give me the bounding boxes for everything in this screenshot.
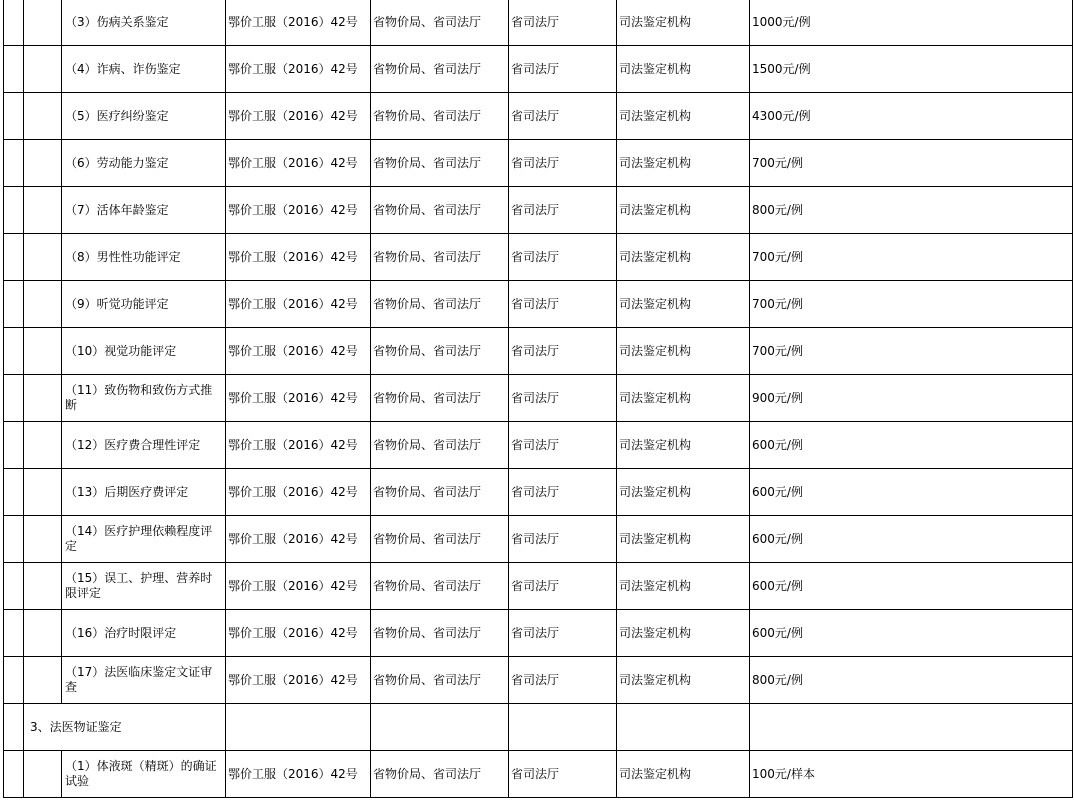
price-cell: 100元/样本 <box>750 751 1073 798</box>
item-cell: （8）男性性功能评定 <box>62 234 226 281</box>
unit-cell: 司法鉴定机构 <box>617 234 750 281</box>
pricing-dept-cell: 省物价局、省司法厅 <box>371 46 509 93</box>
authority-cell: 省司法厅 <box>509 281 617 328</box>
price-cell: 700元/例 <box>750 140 1073 187</box>
table-row <box>4 140 1073 187</box>
authority-cell: 省司法厅 <box>509 0 617 46</box>
category-row <box>4 704 1073 751</box>
authority-cell: 省司法厅 <box>509 328 617 375</box>
table-row <box>4 187 1073 234</box>
table-cell <box>4 704 24 751</box>
unit-cell: 司法鉴定机构 <box>617 187 750 234</box>
authority-cell: 省司法厅 <box>509 422 617 469</box>
price-cell: 4300元/例 <box>750 93 1073 140</box>
basis-cell: 鄂价工服（2016）42号 <box>226 751 371 798</box>
basis-cell: 鄂价工服（2016）42号 <box>226 563 371 610</box>
price-cell: 600元/例 <box>750 563 1073 610</box>
item-cell: （7）活体年龄鉴定 <box>62 187 226 234</box>
table-cell <box>24 0 62 46</box>
price-cell: 700元/例 <box>750 234 1073 281</box>
unit-cell: 司法鉴定机构 <box>617 563 750 610</box>
authority-cell: 省司法厅 <box>509 187 617 234</box>
table-cell <box>24 140 62 187</box>
table-cell <box>24 422 62 469</box>
item-cell: （5）医疗纠纷鉴定 <box>62 93 226 140</box>
item-cell: （6）劳动能力鉴定 <box>62 140 226 187</box>
table-cell <box>24 281 62 328</box>
table-row <box>4 516 1073 563</box>
authority-cell: 省司法厅 <box>509 516 617 563</box>
table-row <box>4 93 1073 140</box>
pricing-dept-cell: 省物价局、省司法厅 <box>371 234 509 281</box>
table-row <box>4 375 1073 422</box>
item-cell: （4）诈病、诈伤鉴定 <box>62 46 226 93</box>
unit-cell: 司法鉴定机构 <box>617 422 750 469</box>
authority-cell: 省司法厅 <box>509 375 617 422</box>
pricing-dept-cell: 省物价局、省司法厅 <box>371 469 509 516</box>
basis-cell: 鄂价工服（2016）42号 <box>226 234 371 281</box>
basis-cell: 鄂价工服（2016）42号 <box>226 375 371 422</box>
table-body <box>4 0 1073 798</box>
pricing-dept-cell: 省物价局、省司法厅 <box>371 0 509 46</box>
table-row <box>4 234 1073 281</box>
pricing-dept-cell: 省物价局、省司法厅 <box>371 375 509 422</box>
unit-cell: 司法鉴定机构 <box>617 751 750 798</box>
basis-cell: 鄂价工服（2016）42号 <box>226 187 371 234</box>
table-cell <box>24 563 62 610</box>
basis-cell: 鄂价工服（2016）42号 <box>226 469 371 516</box>
table-row <box>4 751 1073 798</box>
price-cell: 700元/例 <box>750 281 1073 328</box>
authority-cell: 省司法厅 <box>509 93 617 140</box>
table-cell <box>617 704 750 751</box>
pricing-dept-cell: 省物价局、省司法厅 <box>371 610 509 657</box>
table-cell <box>4 657 24 704</box>
authority-cell: 省司法厅 <box>509 234 617 281</box>
table-cell <box>509 704 617 751</box>
table-cell <box>4 422 24 469</box>
item-cell: （9）听觉功能评定 <box>62 281 226 328</box>
table-cell <box>4 0 24 46</box>
pricing-dept-cell: 省物价局、省司法厅 <box>371 516 509 563</box>
price-cell: 800元/例 <box>750 657 1073 704</box>
basis-cell: 鄂价工服（2016）42号 <box>226 422 371 469</box>
pricing-dept-cell: 省物价局、省司法厅 <box>371 281 509 328</box>
authority-cell: 省司法厅 <box>509 751 617 798</box>
table-row <box>4 610 1073 657</box>
table-cell <box>24 93 62 140</box>
table-cell <box>24 187 62 234</box>
table-cell <box>4 469 24 516</box>
authority-cell: 省司法厅 <box>509 657 617 704</box>
table-row <box>4 469 1073 516</box>
table-cell <box>4 751 24 798</box>
table-cell <box>24 657 62 704</box>
table-cell <box>4 93 24 140</box>
table-cell <box>24 375 62 422</box>
table-cell <box>4 46 24 93</box>
unit-cell: 司法鉴定机构 <box>617 516 750 563</box>
price-cell: 600元/例 <box>750 516 1073 563</box>
table-row <box>4 422 1073 469</box>
authority-cell: 省司法厅 <box>509 610 617 657</box>
price-cell: 700元/例 <box>750 328 1073 375</box>
item-cell: （14）医疗护理依赖程度评定 <box>62 516 226 563</box>
table-cell <box>4 187 24 234</box>
table-cell <box>4 610 24 657</box>
table-cell <box>226 704 371 751</box>
item-cell: （15）误工、护理、营养时限评定 <box>62 563 226 610</box>
pricing-dept-cell: 省物价局、省司法厅 <box>371 328 509 375</box>
table-cell <box>4 234 24 281</box>
basis-cell: 鄂价工服（2016）42号 <box>226 46 371 93</box>
table-cell <box>24 234 62 281</box>
unit-cell: 司法鉴定机构 <box>617 46 750 93</box>
item-cell: （10）视觉功能评定 <box>62 328 226 375</box>
unit-cell: 司法鉴定机构 <box>617 93 750 140</box>
price-cell: 600元/例 <box>750 422 1073 469</box>
item-cell: （17）法医临床鉴定文证审查 <box>62 657 226 704</box>
table-row <box>4 563 1073 610</box>
pricing-dept-cell: 省物价局、省司法厅 <box>371 657 509 704</box>
unit-cell: 司法鉴定机构 <box>617 657 750 704</box>
authority-cell: 省司法厅 <box>509 46 617 93</box>
unit-cell: 司法鉴定机构 <box>617 0 750 46</box>
table-cell <box>24 469 62 516</box>
authority-cell: 省司法厅 <box>509 563 617 610</box>
table-row <box>4 281 1073 328</box>
pricing-dept-cell: 省物价局、省司法厅 <box>371 563 509 610</box>
pricing-dept-cell: 省物价局、省司法厅 <box>371 187 509 234</box>
price-cell: 900元/例 <box>750 375 1073 422</box>
table-cell <box>4 328 24 375</box>
table-cell <box>371 704 509 751</box>
item-cell: （13）后期医疗费评定 <box>62 469 226 516</box>
table-cell <box>24 46 62 93</box>
price-cell: 600元/例 <box>750 610 1073 657</box>
table-cell <box>4 563 24 610</box>
unit-cell: 司法鉴定机构 <box>617 610 750 657</box>
table-row <box>4 328 1073 375</box>
basis-cell: 鄂价工服（2016）42号 <box>226 140 371 187</box>
item-cell: （12）医疗费合理性评定 <box>62 422 226 469</box>
fee-table <box>3 0 1073 798</box>
table-row <box>4 657 1073 704</box>
category-label: 3、法医物证鉴定 <box>24 704 226 751</box>
table-cell <box>4 516 24 563</box>
table-cell <box>24 328 62 375</box>
unit-cell: 司法鉴定机构 <box>617 281 750 328</box>
unit-cell: 司法鉴定机构 <box>617 140 750 187</box>
basis-cell: 鄂价工服（2016）42号 <box>226 516 371 563</box>
price-cell: 1500元/例 <box>750 46 1073 93</box>
unit-cell: 司法鉴定机构 <box>617 469 750 516</box>
pricing-dept-cell: 省物价局、省司法厅 <box>371 140 509 187</box>
pricing-dept-cell: 省物价局、省司法厅 <box>371 751 509 798</box>
unit-cell: 司法鉴定机构 <box>617 375 750 422</box>
table-cell <box>750 704 1073 751</box>
authority-cell: 省司法厅 <box>509 469 617 516</box>
basis-cell: 鄂价工服（2016）42号 <box>226 93 371 140</box>
table-cell <box>24 516 62 563</box>
basis-cell: 鄂价工服（2016）42号 <box>226 0 371 46</box>
table-cell <box>24 751 62 798</box>
pricing-dept-cell: 省物价局、省司法厅 <box>371 93 509 140</box>
basis-cell: 鄂价工服（2016）42号 <box>226 657 371 704</box>
table-row <box>4 46 1073 93</box>
item-cell: （3）伤病关系鉴定 <box>62 0 226 46</box>
item-cell: （11）致伤物和致伤方式推断 <box>62 375 226 422</box>
table-cell <box>4 375 24 422</box>
unit-cell: 司法鉴定机构 <box>617 328 750 375</box>
authority-cell: 省司法厅 <box>509 140 617 187</box>
basis-cell: 鄂价工服（2016）42号 <box>226 281 371 328</box>
price-cell: 1000元/例 <box>750 0 1073 46</box>
pricing-dept-cell: 省物价局、省司法厅 <box>371 422 509 469</box>
table-row <box>4 0 1073 46</box>
price-cell: 800元/例 <box>750 187 1073 234</box>
table-cell <box>24 610 62 657</box>
item-cell: （1）体液斑（精斑）的确证试验 <box>62 751 226 798</box>
table-cell <box>4 281 24 328</box>
item-cell: （16）治疗时限评定 <box>62 610 226 657</box>
price-cell: 600元/例 <box>750 469 1073 516</box>
table-cell <box>4 140 24 187</box>
basis-cell: 鄂价工服（2016）42号 <box>226 610 371 657</box>
basis-cell: 鄂价工服（2016）42号 <box>226 328 371 375</box>
